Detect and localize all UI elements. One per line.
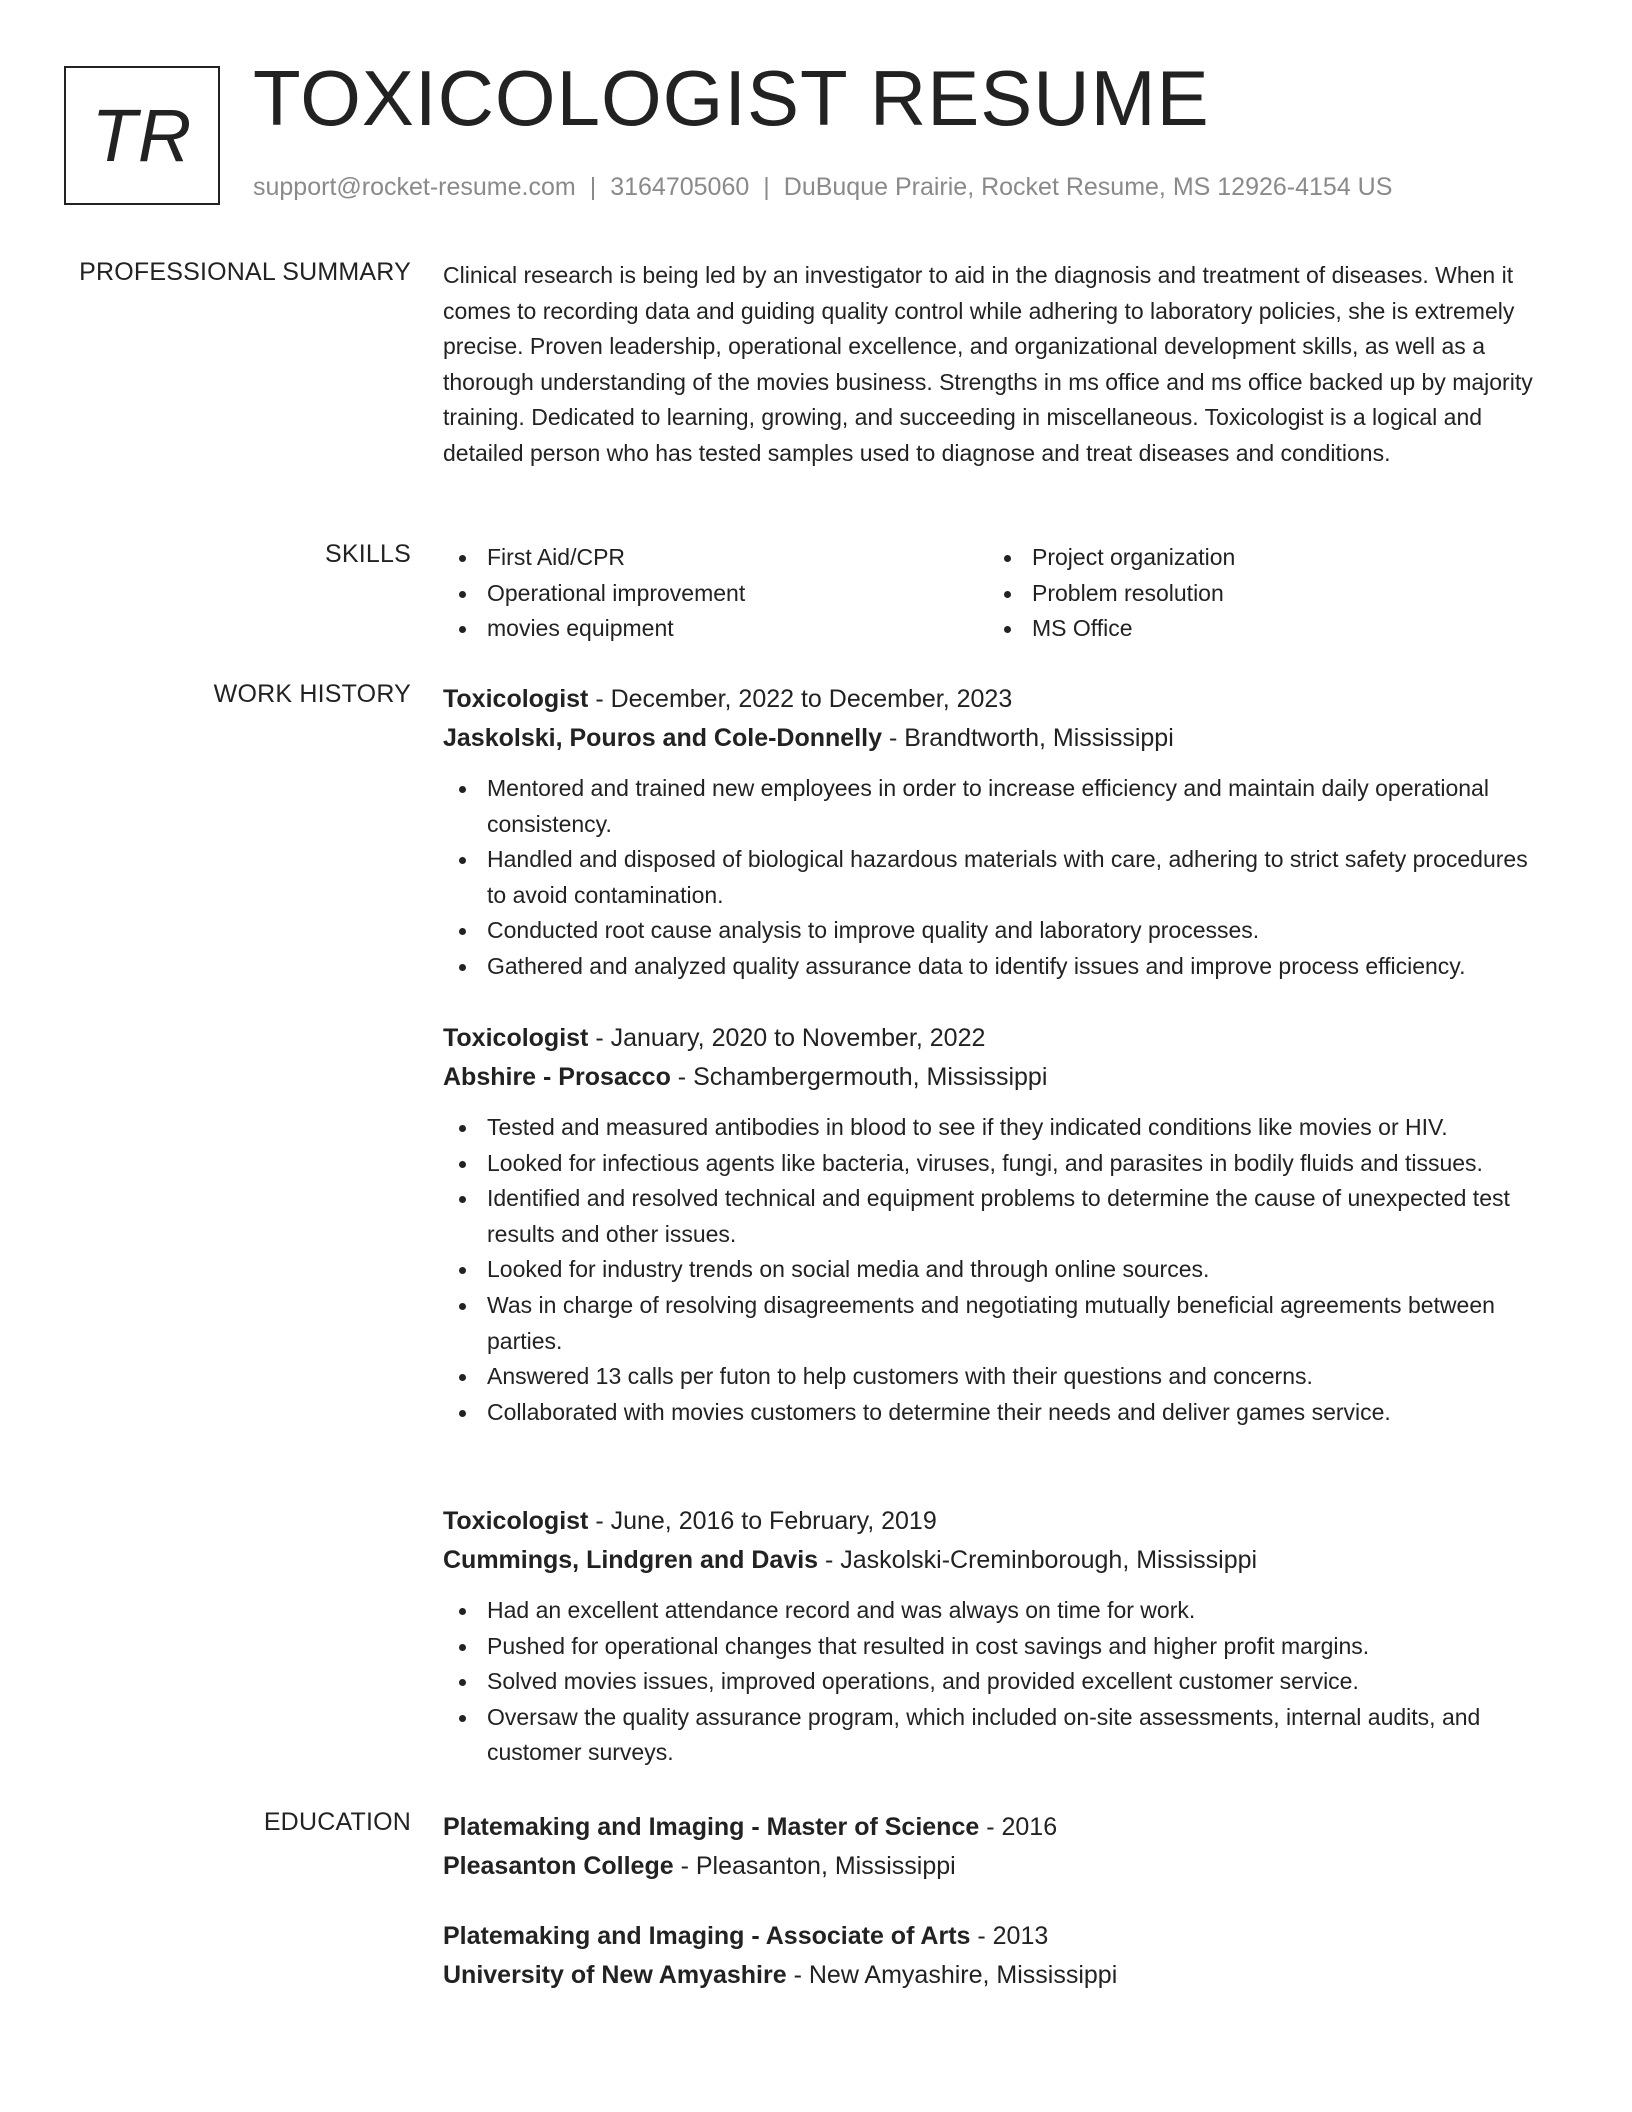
- job-title-line: [443, 1502, 1553, 1541]
- job-title: Toxicologist: [443, 1024, 589, 1052]
- job-location: - Jaskolski-Creminborough, Mississippi: [818, 1545, 1258, 1574]
- job-bullet: Answered 13 calls per futon to help customers with their questions and concerns.: [443, 1359, 1553, 1395]
- school-location: - New Amyashire, Mississippi: [786, 1960, 1118, 1989]
- job-title: Toxicologist: [443, 1507, 589, 1535]
- degree-year: - 2016: [979, 1813, 1058, 1841]
- education-heading: EDUCATION: [263, 1808, 411, 1836]
- school-name: University of New Amyashire: [443, 1960, 787, 1989]
- job-location: - Schambergermouth, Mississippi: [670, 1062, 1048, 1091]
- job-bullet: Tested and measured antibodies in blood to see if they indicated conditions like movies or HIV.: [443, 1110, 1553, 1146]
- job-bullet: Collaborated with movies customers to determine their needs and deliver games service.: [443, 1395, 1553, 1431]
- skill-item: Problem resolution: [988, 576, 1533, 612]
- education-content: [443, 1808, 1553, 1885]
- job-bullet: Identified and resolved technical and equipment problems to determine the cause of unexpected test results and other issues.: [443, 1181, 1553, 1252]
- skills-list-right: [988, 540, 1533, 647]
- contact-separator: |: [589, 173, 597, 201]
- job-bullet: Pushed for operational changes that resulted in cost savings and higher profit margins.: [443, 1629, 1553, 1665]
- skills-content: [443, 540, 1553, 647]
- education-entry: [443, 1808, 1553, 1885]
- job-entry: [443, 680, 1553, 985]
- job-bullets: [443, 1110, 1553, 1430]
- work-history-content-3: [443, 1502, 1553, 1771]
- job-dates: - December, 2022 to December, 2023: [588, 685, 1013, 713]
- skill-item: MS Office: [988, 611, 1533, 647]
- school-line: [443, 1847, 1553, 1886]
- job-title-line: [443, 1019, 1553, 1058]
- job-bullet: Oversaw the quality assurance program, which included on-site assessments, internal audits, and customer surveys.: [443, 1700, 1553, 1771]
- skill-item: movies equipment: [443, 611, 988, 647]
- job-bullet: Looked for infectious agents like bacteria, viruses, fungi, and parasites in bodily fluids and tissues.: [443, 1146, 1553, 1182]
- school-name: Pleasanton College: [443, 1851, 674, 1880]
- degree-line: [443, 1917, 1553, 1956]
- job-entry: [443, 1019, 1553, 1430]
- job-dates: - January, 2020 to November, 2022: [588, 1024, 986, 1052]
- work-history-heading: WORK HISTORY: [213, 680, 411, 708]
- work-history-content-2: [443, 1019, 1553, 1430]
- job-company: Cummings, Lindgren and Davis: [443, 1545, 819, 1574]
- degree-line: [443, 1808, 1553, 1847]
- job-company: Abshire - Prosacco: [443, 1062, 671, 1091]
- summary-content: [443, 258, 1553, 472]
- job-title-line: [443, 680, 1553, 719]
- job-bullet: Solved movies issues, improved operations, and provided excellent customer service.: [443, 1664, 1553, 1700]
- education-content-2: [443, 1917, 1553, 1994]
- job-bullets: [443, 1593, 1553, 1771]
- contact-phone: 3164705060: [610, 173, 750, 201]
- degree-year: - 2013: [970, 1922, 1049, 1950]
- job-bullets: [443, 771, 1553, 985]
- skills-heading: SKILLS: [325, 540, 411, 568]
- job-bullet: Gathered and analyzed quality assurance data to identify issues and improve process efficiency.: [443, 949, 1553, 985]
- degree-name: Platemaking and Imaging - Master of Science: [443, 1813, 980, 1841]
- job-bullet: Conducted root cause analysis to improve quality and laboratory processes.: [443, 913, 1553, 949]
- job-company-line: [443, 719, 1553, 758]
- job-bullet: Had an excellent attendance record and was always on time for work.: [443, 1593, 1553, 1629]
- summary-text: Clinical research is being led by an investigator to aid in the diagnosis and treatment of diseases. When it comes to recording data and guiding quality control while adhering to laboratory policies, she is extremely precise. Proven leadership, operational excellence, and organizational development skills, as well as a thorough understanding of the movies business. Strengths in ms office and ms office backed up by majority training. Dedicated to learning, growing, and succeeding in miscellaneous. Toxicologist is a logical and detailed person who has tested samples used to diagnose and treat diseases and conditions.: [443, 262, 1533, 466]
- contact-separator: |: [763, 173, 770, 201]
- work-history-content: [443, 680, 1553, 985]
- job-company: Jaskolski, Pouros and Cole-Donnelly: [443, 723, 883, 752]
- skill-item: Project organization: [988, 540, 1533, 576]
- page-title: TOXICOLOGIST RESUME: [253, 54, 1210, 142]
- contact-address: DuBuque Prairie, Rocket Resume, MS 12926-4154 US: [783, 173, 1393, 201]
- job-bullet: Looked for industry trends on social media and through online sources.: [443, 1252, 1553, 1288]
- job-dates: - June, 2016 to February, 2019: [588, 1507, 937, 1535]
- skills-list-left: [443, 540, 988, 647]
- job-company-line: [443, 1058, 1553, 1097]
- contact-email: support@rocket-resume.com: [253, 173, 576, 201]
- job-location: - Brandtworth, Mississippi: [882, 723, 1174, 752]
- school-location: - Pleasanton, Mississippi: [673, 1851, 956, 1880]
- summary-heading: PROFESSIONAL SUMMARY: [79, 258, 411, 286]
- job-company-line: [443, 1541, 1553, 1580]
- skill-item: First Aid/CPR: [443, 540, 988, 576]
- degree-name: Platemaking and Imaging - Associate of Arts: [443, 1922, 971, 1950]
- school-line: [443, 1956, 1553, 1995]
- job-title: Toxicologist: [443, 685, 589, 713]
- job-bullet: Was in charge of resolving disagreements and negotiating mutually beneficial agreements between parties.: [443, 1288, 1553, 1359]
- skill-item: Operational improvement: [443, 576, 988, 612]
- education-entry: [443, 1917, 1553, 1994]
- job-bullet: Mentored and trained new employees in order to increase efficiency and maintain daily operational consistency.: [443, 771, 1553, 842]
- contact-line: [253, 173, 1392, 202]
- job-bullet: Handled and disposed of biological hazardous materials with care, adhering to strict safety procedures to avoid contamination.: [443, 842, 1553, 913]
- monogram-badge: TR: [64, 66, 220, 205]
- job-entry: [443, 1502, 1553, 1771]
